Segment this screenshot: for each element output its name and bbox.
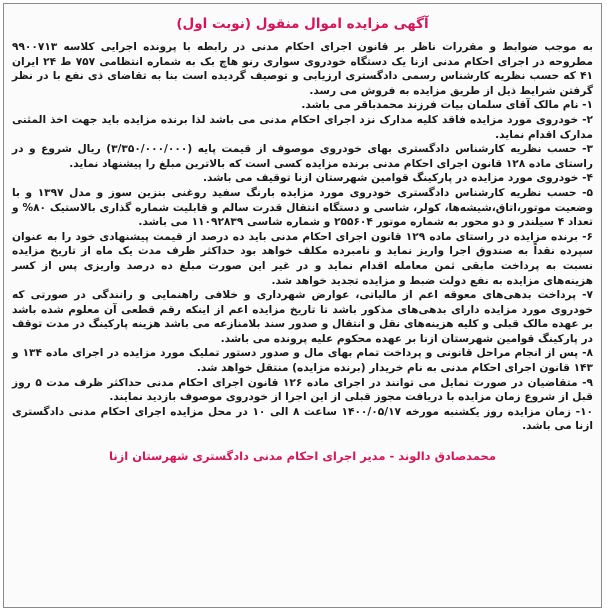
notice-item-5: ۵- حسب نظریه کارشناس دادگستری خودروی مورد مزایده بارنگ سفید روغنی بنزین سوز و مدل ۱۳۹۷ و با وضعیت موتور،اتاق،شیشه‌ها، کولر، شاسی و دستگاه انتقال قدرت سالم و قابلیت شماره گذاری بالاستیک ۸۰% و تعداد ۴ سیلندر و دو محور به شماره موتور ۲۵۵۶۰۴ و شماره شاسی ۱۱۰۹۲۸۳۹ می باشد. xyxy=(12,186,593,229)
notice-item-8: ۸- پس از انجام مراحل قانونی و پرداخت تمام بهای مال و صدور دستور تملیک مورد مزایده در اجرای ماده ۱۳۴ و ۱۴۳ قانون اجرای احکام مدنی به نام خریدار (برنده مزایده) منتقل خواهد شد. xyxy=(12,347,593,375)
notice-item-4: ۴- خودروی مورد مزایده در پارکینگ قوامین شهرستان ازنا توقیف می باشد. xyxy=(202,172,593,185)
notice-signature: محمدصادق دالوند - مدیر اجرای احکام مدنی دادگستری شهرستان ازنا xyxy=(109,449,496,464)
notice-item-10: ۱۰- زمان مزایده روز یکشنبه مورخه ۱۴۰۰/۰۵/۱۷ ساعت ۸ الی ۱۰ در محل مزایده اجرای احکام مدنی دادگستری ازنا می باشد. xyxy=(12,405,593,433)
notice-item-3: ۳- حسب نظریه کارشناس دادگستری بهای خودروی موصوف از قیمت پایه (۳/۳۵۰/۰۰۰/۰۰۰) ریال شروع و در راستای ماده ۱۲۸ قانون اجرای احکام مدنی برنده مزایده کسی است که بالاترین مبلغ را پیشنهاد نماید. xyxy=(12,143,593,170)
notice-item-9: ۹- متقاضیان در صورت تمایل می توانند در اجرای ماده ۱۲۶ قانون اجرای احکام مدنی حداکثر ظرف مدت ۵ روز قبل از شروع زمان مزایده با دریافت مجوز قبلی از این اجرا از خودروی موصوف بازدید نمایند. xyxy=(12,376,593,404)
notice-item-2: ۲- خودروی مورد مزایده فاقد کلیه مدارک نزد اجرای احکام مدنی می باشد لذا برنده مزایده باید جهت اخذ المثنی مدارک اقدام نماید. xyxy=(12,113,593,141)
notice-item-6: ۶- برنده مزایده در راستای ماده ۱۲۹ قانون اجرای احکام مدنی باید ده درصد از قیمت پیشنهادی خود را به عنوان سپرده نقداً به صندوق اجرا واریز نماید و نامبرده مکلف خواهد بود حداکثر ظرف مدت یک ماه از تاریخ مزایده نسبت به پرداخت مابقی ثمن معامله اقدام نماید و در غیر این صورت مبلغ ده درصد واریزی پس از کسر هزینه‌های مزایده به نفع دولت ضبط و مزایده تجدید خواهد شد. xyxy=(12,230,593,287)
notice-item-1: ۱- نام مالک آقای سلمان بیات فرزند محمدباقر می باشد. xyxy=(301,99,593,112)
notice-body xyxy=(4,40,601,434)
auction-notice xyxy=(3,3,602,608)
notice-title: آگهی مزایده اموال منقول (نوبت اول) xyxy=(176,16,429,32)
notice-item-7: ۷- پرداخت بدهی‌های معوقه اعم از مالیاتی، عوارض شهرداری و خلافی راهنمایی و رانندگی در صورتی که خودروی مورد مزایده دارای بدهی‌های مذکور باشد تا تاریخ مزایده اعم از اینکه رقم قطعی آن معلوم شده باشد بر عهده مالک قبلی و کلیه هزینه‌های نقل و انتقال و صدور سند بلامنازعه می باشد هزینه پارکینگ در مدت توقف در پارکینگ قوامین شهرستان ازنا بر عهده محکوم علیه پرونده می باشد. xyxy=(12,289,593,345)
notice-intro: به موجب ضوابط و مقررات ناظر بر قانون اجرای احکام مدنی در رابطه با پرونده اجرایی کلاسه ۹۹۰۰۷۱۳ مطروحه در اجرای احکام مدنی ازنا یک دستگاه خودروی سواری رنو هاچ بک به شماره انتظامی ۷۵۷ ط ۲۴ ایران ۴۱ که حسب نظریه کارشناس رسمی دادگستری ارزیابی و توصیف گردیده است بنا به تقاضای ذی نفع با در نظر گرفتن شرایط ذیل از طریق مزایده به فروش می رسد. xyxy=(12,41,593,97)
